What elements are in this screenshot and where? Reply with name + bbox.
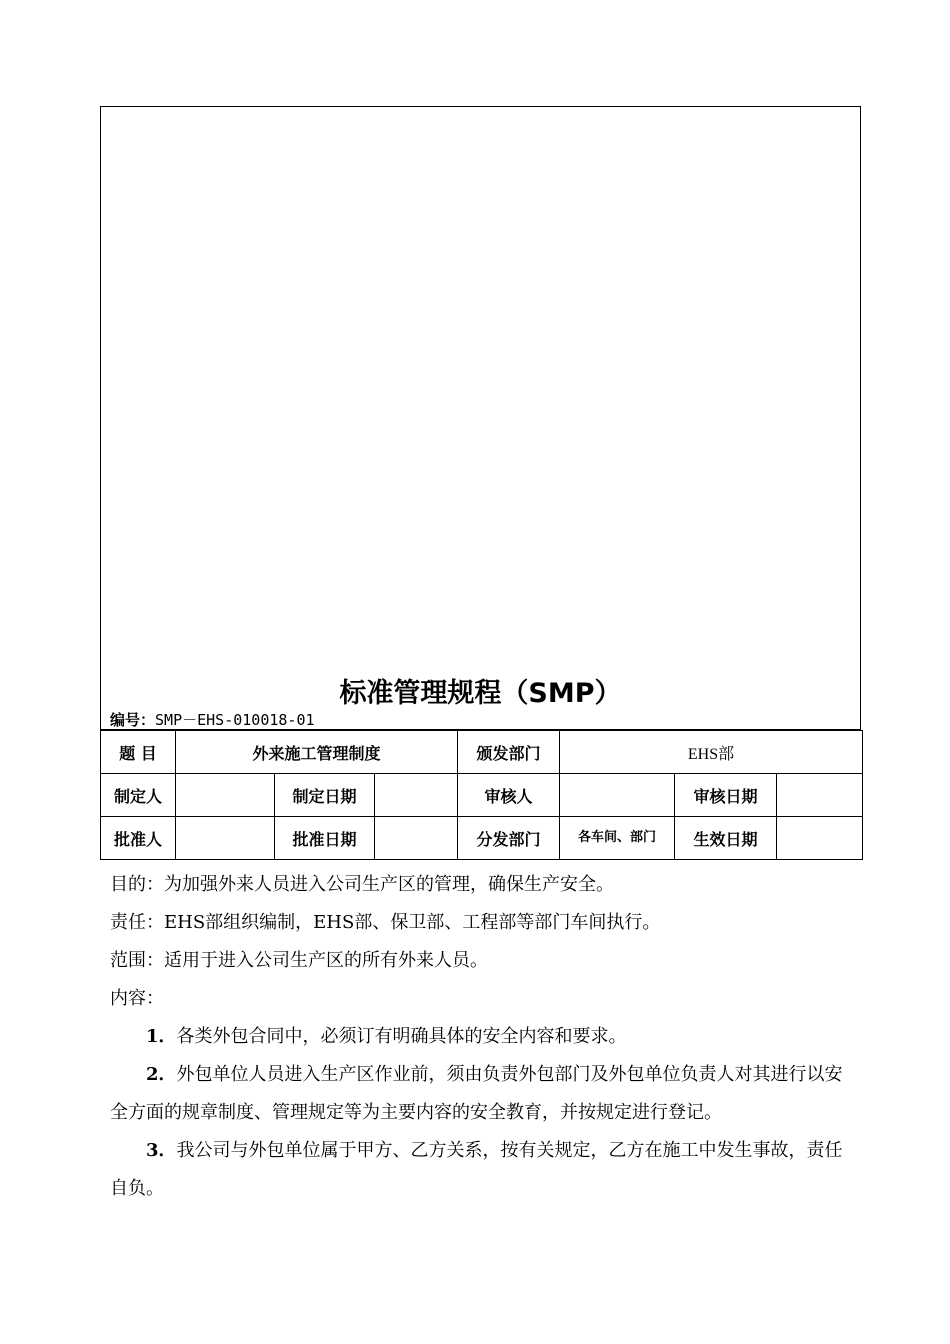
- approve-date-value: [375, 817, 458, 860]
- approver-value: [176, 817, 275, 860]
- issuer-value: EHS部: [560, 731, 863, 774]
- document-meta-table: [100, 730, 863, 860]
- item-number: 3．: [146, 1140, 177, 1161]
- review-date-value: [777, 774, 863, 817]
- responsibility-paragraph: 责任：EHS部组织编制，EHS部、保卫部、工程部等部门车间执行。: [110, 912, 661, 933]
- document-body: [110, 866, 845, 1208]
- document-number-label: 编号：: [110, 711, 156, 729]
- item-number: 2．: [146, 1064, 177, 1085]
- reviewer-value: [560, 774, 675, 817]
- meta-row-subject: [101, 731, 863, 774]
- author-date-label: 制定日期: [275, 774, 375, 817]
- reviewer-label: 审核人: [458, 774, 560, 817]
- content-item-2: [110, 1056, 845, 1132]
- purpose-paragraph: 目的：为加强外来人员进入公司生产区的管理，确保生产安全。: [110, 874, 614, 895]
- subject-label: 题 目: [101, 731, 176, 774]
- author-value: [176, 774, 275, 817]
- content-item-1: [110, 1018, 845, 1056]
- distribution-label: 分发部门: [458, 817, 560, 860]
- subject-value: 外来施工管理制度: [176, 731, 458, 774]
- approve-date-label: 批准日期: [275, 817, 375, 860]
- item-text: 各类外包合同中，必须订有明确具体的安全内容和要求。: [176, 1026, 627, 1047]
- scope-paragraph: 范围：适用于进入公司生产区的所有外来人员。: [110, 950, 488, 971]
- effective-date-label: 生效日期: [675, 817, 777, 860]
- effective-date-value: [777, 817, 863, 860]
- item-text: 我公司与外包单位属于甲方、乙方关系，按有关规定，乙方在施工中发生事故，责任自负。: [110, 1140, 843, 1199]
- approver-label: 批准人: [101, 817, 176, 860]
- distribution-value: 各车间、部门: [560, 817, 675, 860]
- cover-frame: [100, 106, 861, 730]
- document-number: [110, 710, 315, 730]
- item-number: 1．: [146, 1026, 177, 1047]
- content-item-3: [110, 1132, 845, 1208]
- content-label: 内容：: [110, 988, 164, 1009]
- review-date-label: 审核日期: [675, 774, 777, 817]
- meta-row-author: [101, 774, 863, 817]
- issuer-label: 颁发部门: [458, 731, 560, 774]
- page-title: 标准管理规程（SMP）: [339, 678, 622, 709]
- meta-row-approver: [101, 817, 863, 860]
- author-date-value: [375, 774, 458, 817]
- document-number-value: SMP－EHS-010018-01: [155, 711, 315, 729]
- author-label: 制定人: [101, 774, 176, 817]
- item-text: 外包单位人员进入生产区作业前，须由负责外包部门及外包单位负责人对其进行以安全方面的规章制度、管理规定等为主要内容的安全教育，并按规定进行登记。: [110, 1064, 843, 1123]
